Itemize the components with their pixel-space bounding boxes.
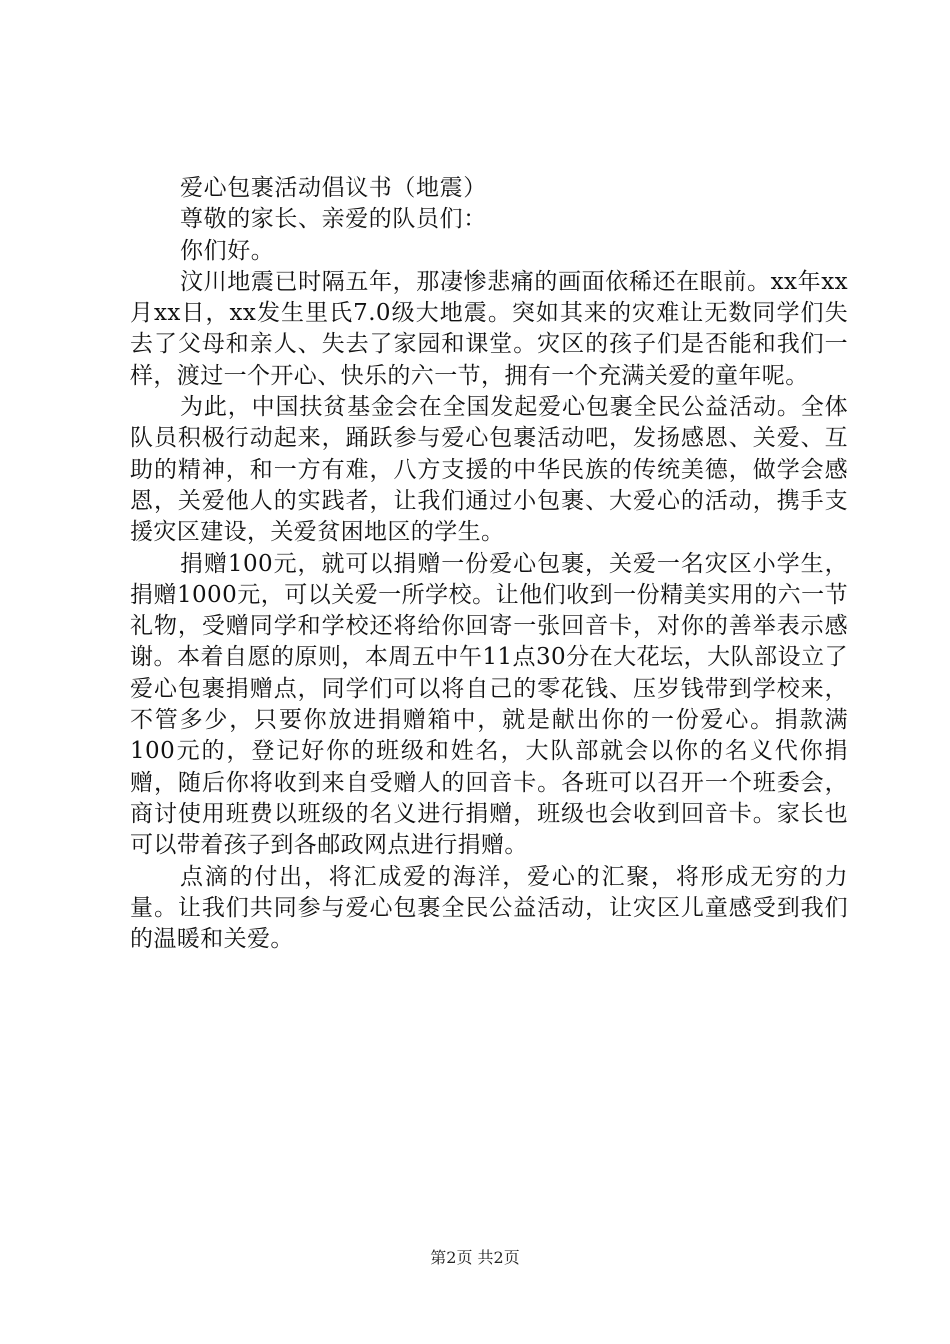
page-number: 第2页 共2页	[430, 1248, 520, 1267]
paragraph-donation: 捐赠100元，就可以捐赠一份爱心包裹，关爱一名灾区小学生，捐赠1000元，可以关爱一所学校。让他们收到一份精美实用的六一节礼物，受赠同学和学校还将给你回寄一张回音卡，对你的善举表示感谢。本着自愿的原则，本周五中午11点30分在大花坛，大队部设立了爱心包裹捐赠点，同学们可以将自己的零花钱、压岁钱带到学校来，不管多少，只要你放进捐赠箱中，就是献出你的一份爱心。捐款满100元的，登记好你的班级和姓名，大队部就会以你的名义代你捐赠，随后你将收到来自受赠人的回音卡。各班可以召开一个班委会，商讨使用班费以班级的名义进行捐赠，班级也会收到回音卡。家长也可以带着孩子到各邮政网点进行捐赠。	[130, 550, 848, 859]
document-body	[130, 173, 848, 955]
greeting: 你们好。	[180, 237, 275, 264]
paragraph-earthquake: 汶川地震已时隔五年，那凄惨悲痛的画面依稀还在眼前。xx年xx月xx日，xx发生里氏7.0级大地震。突如其来的灾难让无数同学们失去了父母和亲人、失去了家园和课堂。灾区的孩子们是否能和我们一样，渡过一个开心、快乐的六一节，拥有一个充满关爱的童年呢。	[130, 268, 848, 389]
salutation: 尊敬的家长、亲爱的队员们：	[180, 206, 487, 233]
paragraph-initiative: 为此，中国扶贫基金会在全国发起爱心包裹全民公益活动。全体队员积极行动起来，踊跃参与爱心包裹活动吧，发扬感恩、关爱、互助的精神，和一方有难，八方支援的中华民族的传统美德，做学会感恩，关爱他人的实践者，让我们通过小包裹、大爱心的活动，携手支援灾区建设，关爱贫困地区的学生。	[130, 394, 848, 546]
document-title: 爱心包裹活动倡议书（地震）	[180, 175, 487, 201]
paragraph-closing: 点滴的付出，将汇成爱的海洋，爱心的汇聚，将形成无穷的力量。让我们共同参与爱心包裹全民公益活动，让灾区儿童感受到我们的温暖和关爱。	[130, 863, 848, 953]
